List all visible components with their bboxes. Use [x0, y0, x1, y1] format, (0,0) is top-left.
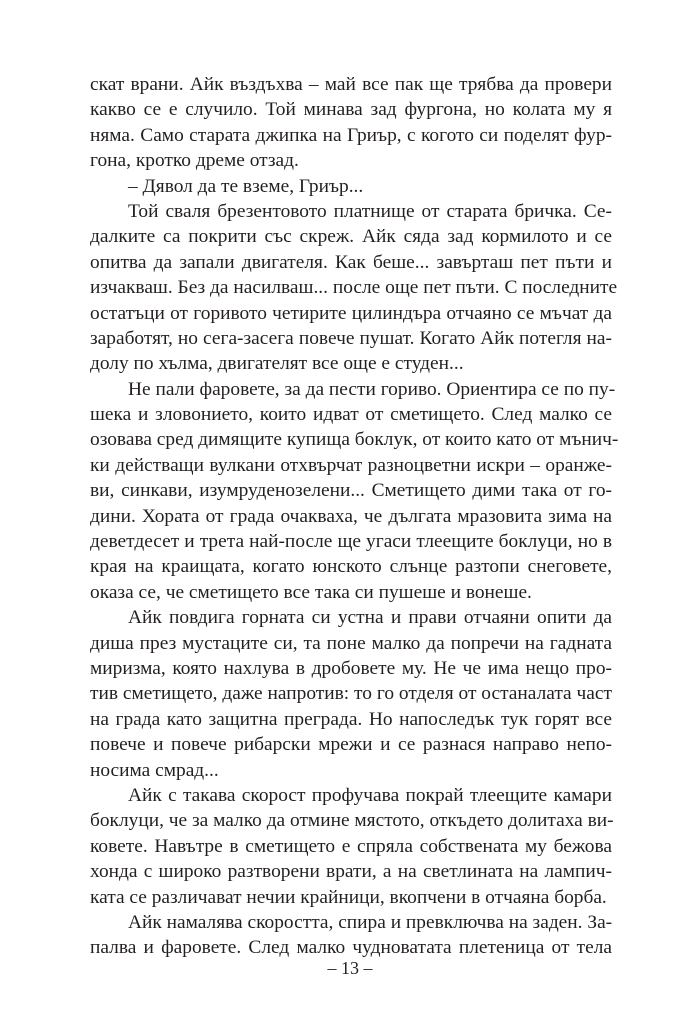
text-line: ви, синкави, изумруденозелени... Сметището дими така от го- [90, 480, 612, 502]
paragraph [90, 783, 612, 910]
text-line: остатъци от горивото четирите цилиндъра отчаяно се мъчат да [90, 302, 612, 324]
paragraph [90, 174, 612, 199]
text-line: на града като защитна преграда. Но напоследък тук горят все [90, 708, 612, 730]
text-line: диша през мустаците си, та поне малко да попречи на гадната [90, 632, 612, 654]
text-line: тив сметището, даже напротив: то го отделя от останалата част [90, 683, 612, 705]
paragraph [90, 910, 612, 961]
text-line: заработят, но сега-засега повече пушат. Когато Айк потегля на- [90, 327, 612, 349]
text-line: боклуци, че за малко да отмине мястото, откъдето долитаха ви- [90, 810, 614, 832]
paragraph [90, 72, 612, 174]
text-line: какво се е случило. Той минава зад фургона, но колата му я [90, 99, 612, 121]
text-line: края на краищата, когато юнското слънце разтопи снеговете, [90, 556, 612, 578]
text-line: – Дявол да те вземе, Гриър... [128, 175, 364, 197]
text-line: Айк намалява скоростта, спира и превключва на заден. За- [128, 911, 613, 933]
text-line: ката се различават нечии крайници, вкопчени в отчаяна борба. [90, 886, 607, 908]
text-line: скат врани. Айк въздъхва – май все пак ще трябва да провери [90, 74, 612, 95]
text-line: хонда с широко разтворени врати, а на светлината на лампич- [90, 861, 612, 883]
text-line: далките са покрити със скреж. Айк сяда зад кормилото и се [90, 226, 612, 248]
text-line: ки действащи вулкани отхвърчат разноцветни искри – оранже- [90, 454, 612, 476]
paragraph [90, 199, 618, 377]
text-line: деветдесет и трета най-после ще угаси тлеещите боклуци, но в [90, 531, 612, 553]
text-line: озовава сред димящите купища боклук, от които като от мънич- [90, 429, 619, 451]
text-line: палва и фаровете. След малко чудноватата плетеница от тела [90, 937, 612, 959]
paragraph [90, 377, 619, 606]
text-line: опитва да запали двигателя. Как беше... завърташ пет пъти и [90, 251, 612, 273]
text-line: Айк повдига горната си устна и прави отчаяни опити да [128, 607, 612, 629]
paragraph [90, 605, 612, 783]
text-line: гона, кротко дреме отзад. [90, 150, 299, 172]
body-text [90, 72, 619, 961]
text-line: оказа се, че сметището все така си пушеше и вонеше. [90, 581, 532, 603]
text-line: ковете. Навътре в сметището е спряла собствената му бежова [90, 835, 612, 857]
text-line: шека и зловонието, които идват от сметището. След малко се [90, 404, 612, 426]
text-line: повече и повече рибарски мрежи и се разнася направо непо- [90, 734, 612, 756]
text-line: Айк с такава скорост профучава покрай тлеещите камари [128, 784, 612, 806]
text-line: изчакваш. Без да насилваш... после още пет пъти. С последните [90, 277, 618, 299]
text-line: няма. Само старата джипка на Гриър, с когото си поделят фур- [90, 124, 612, 146]
page-number: – 13 – [327, 958, 373, 978]
text-line: долу по хълма, двигателят все още е студен... [90, 353, 464, 375]
text-line: дини. Хората от града очакваха, че дългата мразовита зима на [90, 505, 612, 527]
text-line: миризма, която нахлува в дробовете му. Не че има нещо про- [90, 657, 612, 679]
text-line: Не пали фаровете, за да пести гориво. Ориентира се по пу- [128, 378, 616, 400]
text-line: носима смрад... [90, 759, 219, 781]
text-line: Той сваля брезентовото платнище от старата бричка. Се- [128, 200, 612, 222]
